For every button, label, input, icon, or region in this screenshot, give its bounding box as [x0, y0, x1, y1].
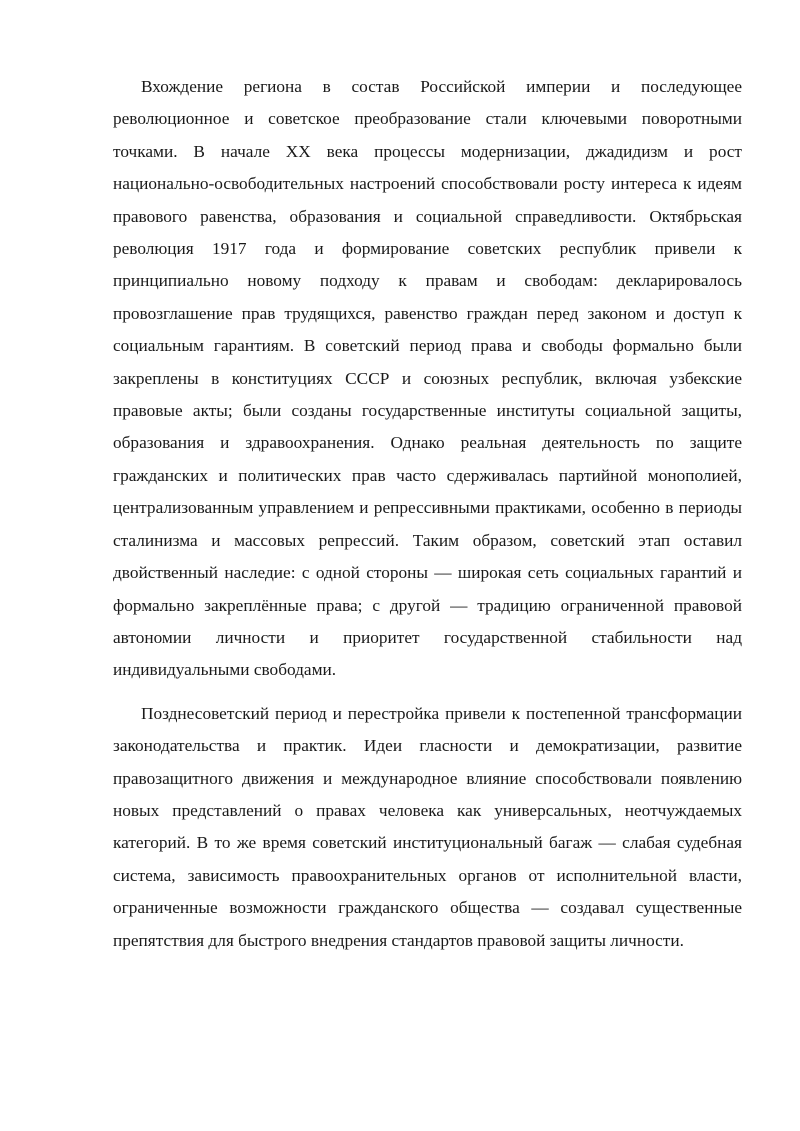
paragraph-2: Позднесоветский период и перестройка привели к постепенной трансформации законодательства и практик. Идеи гласности и демократизации, развитие правозащитного движения и международное влияние способствовали появлению новых представлений о правах человека как универсальных, неотчуждаемых категорий. В то же время советский институциональный багаж — слабая судебная система, зависимость правоохранительных органов от исполнительной власти, ограниченные возможности гражданского общества — создавал существенные препятствия для быстрого внедрения стандартов правовой защиты личности. [113, 703, 742, 950]
body-text [113, 71, 742, 957]
paragraph-1: Вхождение региона в состав Российской империи и последующее революционное и советское преобразование стали ключевыми поворотными точками. В начале XX века процессы модернизации, джадидизм и рост национально-освободительных настроений способствовали росту интереса к идеям правового равенства, образования и социальной справедливости. Октябрьская революция 1917 года и формирование советских республик привели к принципиально новому подходу к правам и свободам: декларировалось провозглашение прав трудящихся, равенство граждан перед законом и доступ к социальным гарантиям. В советский период права и свободы формально были закреплены в конституциях СССР и союзных республик, включая узбекские правовые акты; были созданы государственные институты социальной защиты, образования и здравоохранения. Однако реальная деятельность по защите гражданских и политических прав часто сдерживалась партийной монополией, централизованным управлением и репрессивными практиками, особенно в периоды сталинизма и массовых репрессий. Таким образом, советский этап оставил двойственный наследие: с одной стороны — широкая сеть социальных гарантий и формально закреплённые права; с другой — традицию ограниченной правовой автономии личности и приоритет государственной стабильности над индивидуальными свободами. [113, 77, 742, 680]
